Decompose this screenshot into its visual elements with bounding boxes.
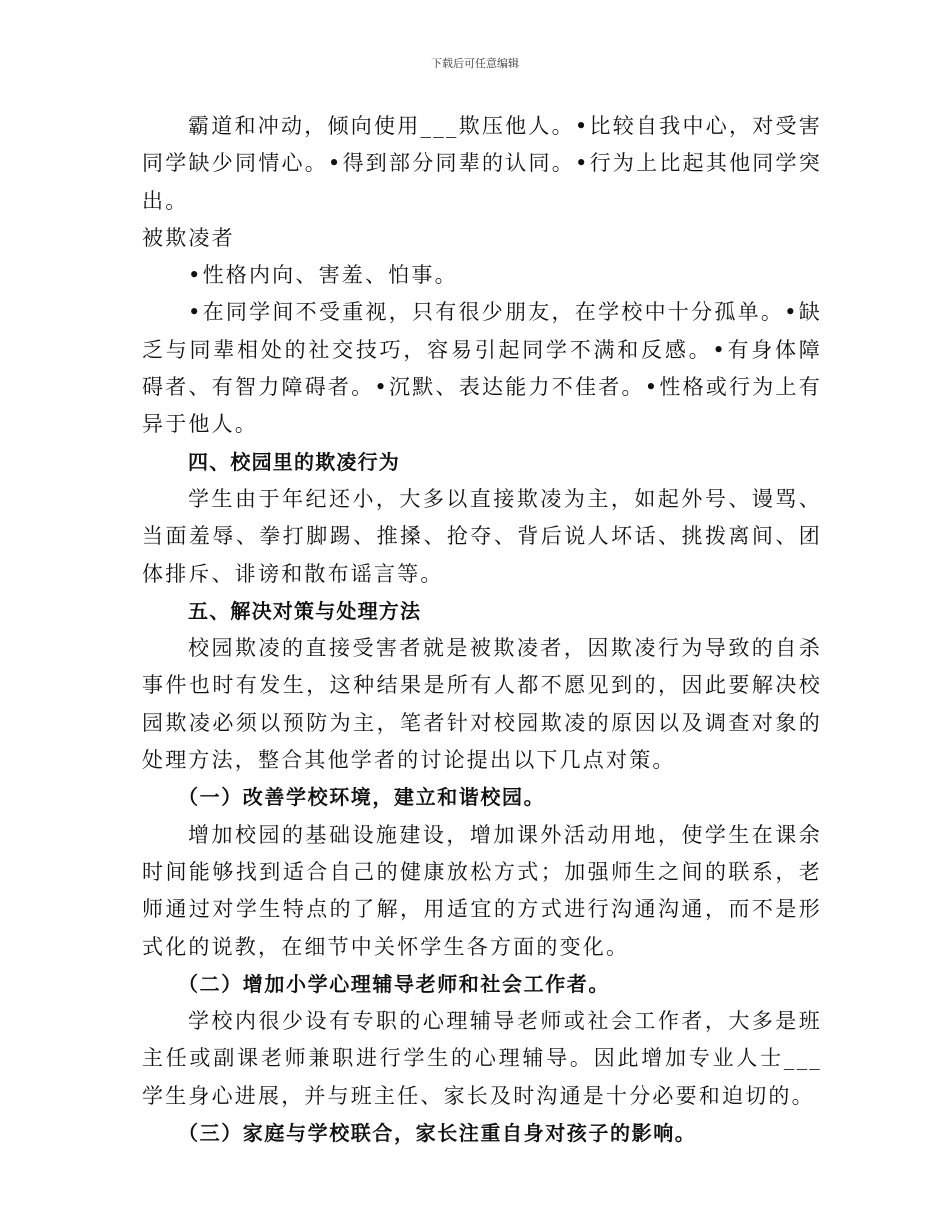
section-heading-solutions: 五、解决对策与处理方法 bbox=[188, 598, 422, 623]
paragraph-victim-label: 被欺凌者 bbox=[142, 225, 235, 250]
paragraph-bully-traits: 霸道和冲动，倾向使用___欺压他人。•比较自我中心，对受害同学缺少同情心。•得到部分同辈的认同。•行为上比起其他同学突出。 bbox=[142, 114, 822, 213]
paragraph-victim-personality: •性格内向、害羞、怕事。 bbox=[188, 263, 458, 288]
subheading-counselors: （二）增加小学心理辅导老师和社会工作者。 bbox=[178, 971, 610, 996]
subheading-school-environment: （一）改善学校环境，建立和谐校园。 bbox=[178, 785, 546, 810]
page-header-note: 下载后可任意编辑 bbox=[431, 57, 519, 70]
document-body bbox=[142, 108, 822, 1152]
paragraph-victim-traits: •在同学间不受重视，只有很少朋友，在学校中十分孤单。•缺乏与同辈相处的社交技巧，容易引起同学不满和反感。•有身体障碍者、有智力障碍者。•沉默、表达能力不佳者。•性格或行为上有异于他人。 bbox=[142, 300, 822, 437]
paragraph-counselors: 学校内很少设有专职的心理辅导老师或社会工作者，大多是班主任或副课老师兼职进行学生的心理辅导。因此增加专业人士___学生身心进展，并与班主任、家长及时沟通是十分必要和迫切的。 bbox=[142, 1009, 822, 1108]
paragraph-solutions-intro: 校园欺凌的直接受害者就是被欺凌者，因欺凌行为导致的自杀事件也时有发生，这种结果是所有人都不愿见到的，因此要解决校园欺凌必须以预防为主，笔者针对校园欺凌的原因以及调查对象的处理方法，整合其他学者的讨论提出以下几点对策。 bbox=[142, 636, 822, 773]
paragraph-school-environment: 增加校园的基础设施建设，增加课外活动用地，使学生在课余时间能够找到适合自己的健康放松方式；加强师生之间的联系，老师通过对学生特点的了解，用适宜的方式进行沟通沟通，而不是形式化的说教，在细节中关怀学生各方面的变化。 bbox=[142, 822, 822, 959]
paragraph-bullying-behavior: 学生由于年纪还小，大多以直接欺凌为主，如起外号、谩骂、当面羞辱、拳打脚踢、推搡、抢夺、背后说人坏话、挑拨离间、团体排斥、诽谤和散布谣言等。 bbox=[142, 486, 822, 586]
subheading-family-school: （三）家庭与学校联合，家长注重自身对孩子的影响。 bbox=[178, 1121, 697, 1146]
section-heading-bullying-behavior: 四、校园里的欺凌行为 bbox=[188, 449, 400, 474]
